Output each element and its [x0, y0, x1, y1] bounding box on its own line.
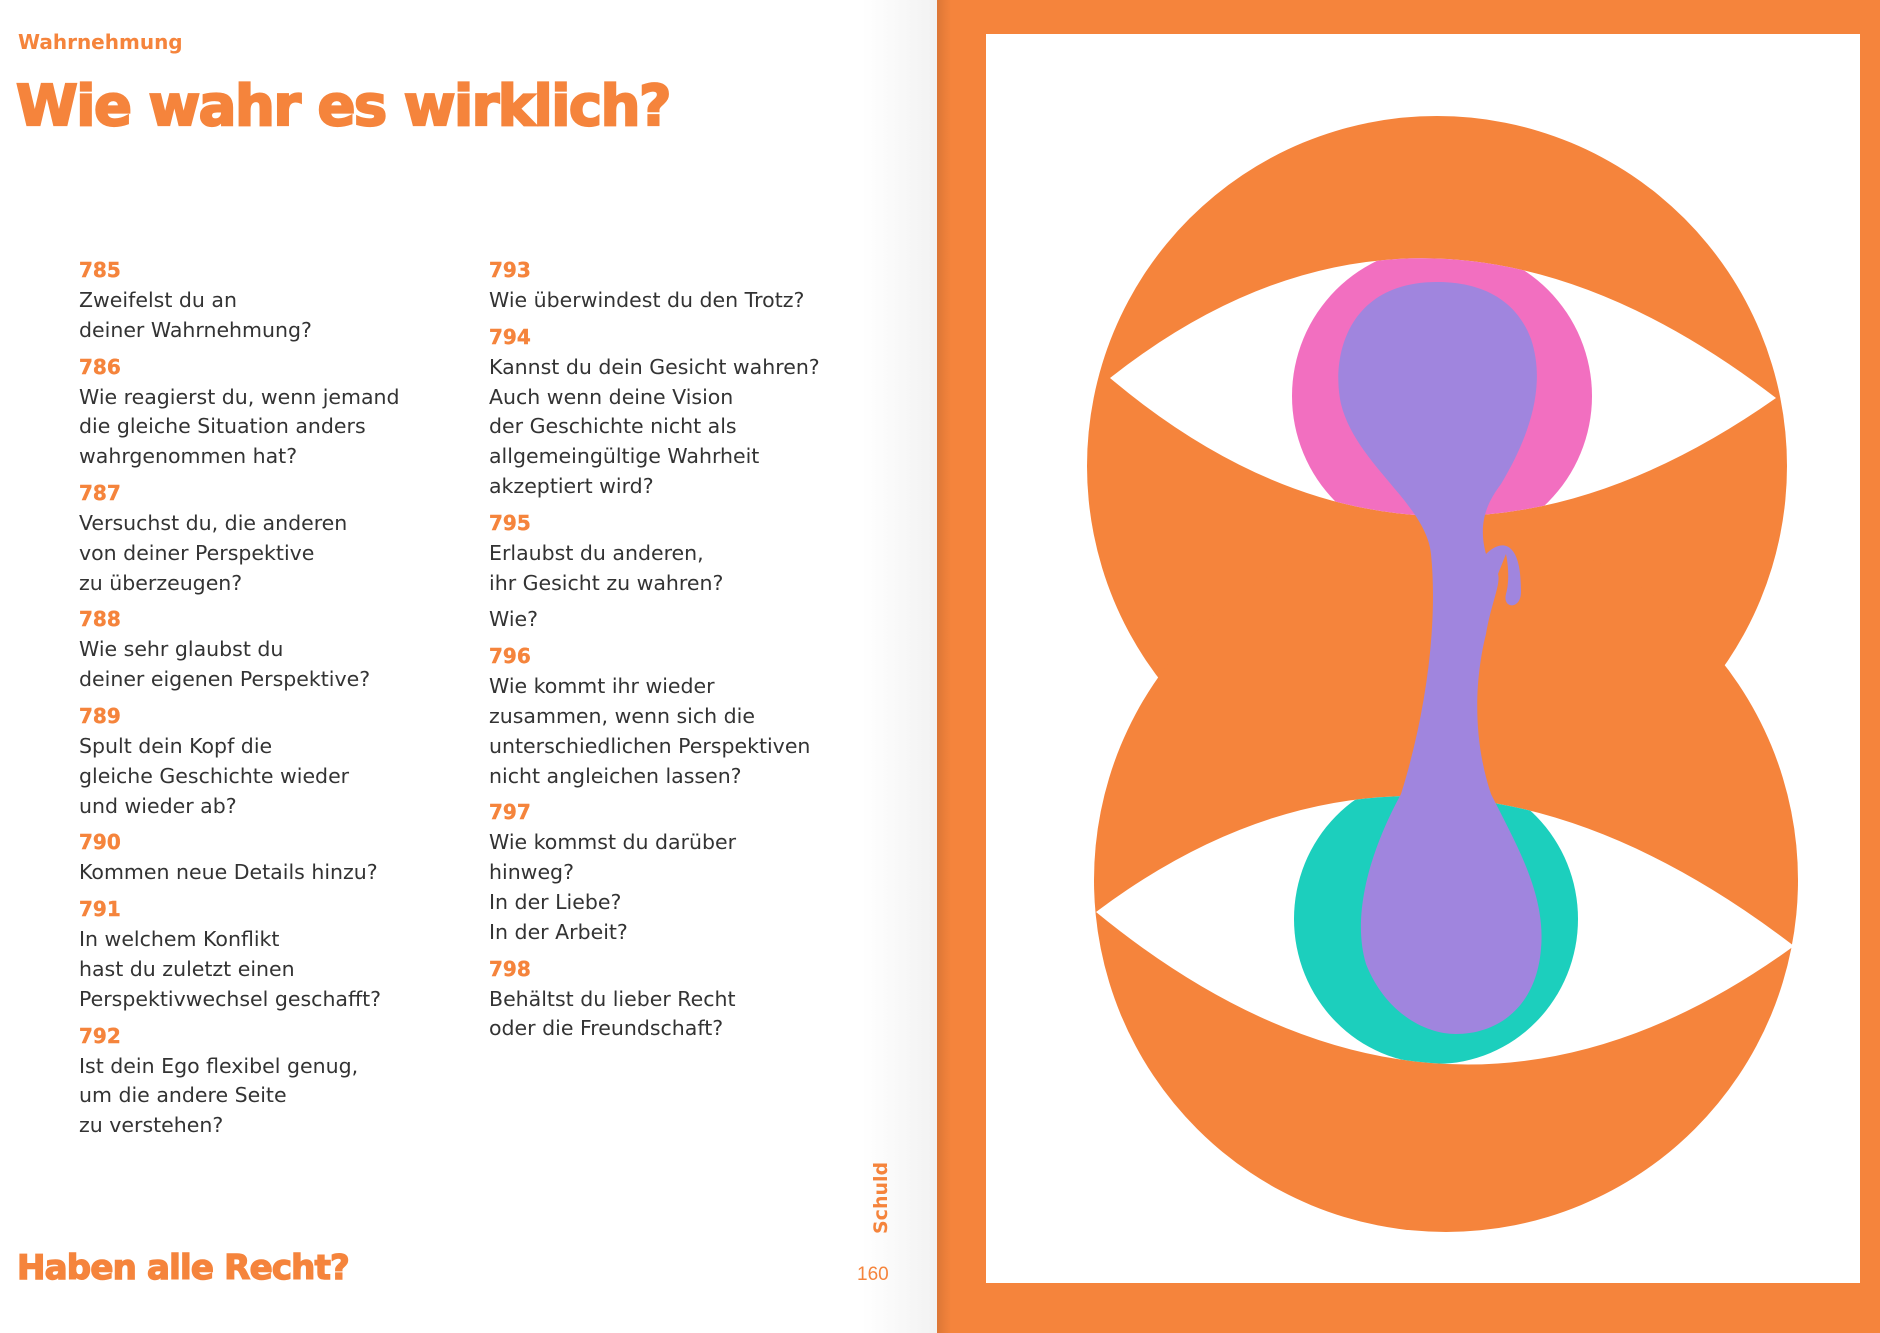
question-number: 792: [79, 1023, 121, 1048]
spacer: [79, 821, 459, 828]
question-text-line: Perspektivwechsel geschafft?: [79, 986, 382, 1011]
footer-title: Haben alle Recht?: [17, 1248, 349, 1288]
spacer: [489, 502, 889, 509]
question-text-line: Zweifelst du an: [79, 288, 237, 312]
question-text-line: deiner Wahrnehmung?: [79, 317, 312, 342]
question-text-line: um die andere Seite: [79, 1083, 287, 1108]
question-text-line: deiner eigenen Perspektive?: [79, 667, 371, 692]
question-text-line: ihr Gesicht zu wahren?: [489, 570, 724, 595]
question-text-line: Versuchst du, die anderen: [79, 510, 348, 535]
spacer: [489, 598, 889, 605]
question-text-line: Auch wenn deine Vision: [489, 384, 734, 409]
question-item: [489, 323, 889, 502]
question-item: [79, 479, 459, 598]
question-item: [489, 256, 889, 316]
question-text-line: In der Liebe?: [489, 889, 622, 914]
question-item: [79, 353, 459, 472]
question-number: 789: [79, 703, 121, 728]
question-column-2: [489, 256, 889, 1051]
question-item: [79, 1022, 459, 1141]
question-text-line: Behältst du lieber Recht: [489, 986, 736, 1011]
question-item: [489, 509, 889, 635]
spacer: [489, 948, 889, 955]
spacer: [489, 1044, 889, 1051]
spacer: [79, 695, 459, 702]
illustration-frame: [986, 34, 1860, 1283]
spacer: [489, 635, 889, 642]
spacer: [79, 1141, 459, 1148]
book-spine-shadow: [937, 0, 951, 1333]
question-item: [489, 798, 889, 947]
figure-eight-eyes-illustration: [986, 34, 1860, 1283]
question-text-line: der Geschichte nicht als: [489, 414, 737, 439]
question-text-line: hinweg?: [489, 860, 574, 885]
question-text-line: gleiche Geschichte wieder: [79, 763, 350, 788]
chapter-side-label: Schuld: [870, 1161, 892, 1234]
question-text-line: oder die Freundschaft?: [489, 1016, 724, 1041]
question-number: 785: [79, 258, 121, 282]
spacer: [489, 316, 889, 323]
question-text-line: unterschiedlichen Perspektiven: [489, 733, 811, 758]
question-text-line: Wie kommst du darüber: [489, 830, 737, 855]
question-text-line: von deiner Perspektive: [79, 540, 315, 565]
question-number: 790: [79, 830, 121, 855]
question-number: 788: [79, 607, 121, 632]
question-item: [79, 895, 459, 1014]
question-text-line: Wie kommt ihr wieder: [489, 674, 715, 699]
question-text-line: Erlaubst du anderen,: [489, 540, 704, 565]
spacer: [79, 472, 459, 479]
spacer: [489, 791, 889, 798]
question-number: 795: [489, 510, 531, 535]
question-text-line: Wie reagierst du, wenn jemand: [79, 384, 400, 409]
question-number: 798: [489, 956, 531, 981]
page-headline: Wie wahr es wirklich?: [16, 74, 670, 139]
question-item: [489, 955, 889, 1045]
question-text-line: hast du zuletzt einen: [79, 956, 295, 981]
question-column-1: [79, 256, 459, 1148]
spacer: [79, 598, 459, 605]
spacer: [79, 346, 459, 353]
question-text-line: wahrgenommen hat?: [79, 444, 298, 469]
question-item: [79, 256, 459, 346]
question-item: [489, 642, 889, 791]
question-text-line: Kommen neue Details hinzu?: [79, 860, 378, 885]
question-text-line: Ist dein Ego flexibel genug,: [79, 1053, 359, 1078]
question-text-line: zu überzeugen?: [79, 570, 243, 595]
question-number: 797: [489, 800, 531, 825]
question-number: 791: [79, 897, 121, 922]
question-number: 793: [489, 258, 531, 282]
question-text-line: Wie sehr glaubst du: [79, 637, 284, 662]
question-text-line: und wieder ab?: [79, 793, 237, 818]
right-page-illustration-panel: [937, 0, 1880, 1333]
question-text-line: zusammen, wenn sich die: [489, 703, 755, 728]
question-item: [79, 702, 459, 821]
spacer: [79, 888, 459, 895]
question-item: [79, 828, 459, 888]
question-text-line: In der Arbeit?: [489, 919, 628, 944]
question-text-line: zu verstehen?: [79, 1113, 224, 1138]
question-text-line: die gleiche Situation anders: [79, 414, 366, 439]
question-text-line: akzeptiert wird?: [489, 473, 654, 498]
spacer: [79, 1015, 459, 1022]
question-number: 786: [79, 354, 121, 379]
question-text-line: allgemeingültige Wahrheit: [489, 444, 760, 469]
question-text-line: In welchem Konflikt: [79, 927, 280, 952]
section-tag: Wahrnehmung: [18, 30, 183, 54]
question-text-line: Wie überwindest du den Trotz?: [489, 288, 805, 312]
question-text-line: Kannst du dein Gesicht wahren?: [489, 354, 820, 379]
question-text-line: Wie?: [489, 607, 539, 632]
question-text-line: Spult dein Kopf die: [79, 733, 273, 758]
question-number: 794: [489, 324, 531, 349]
question-text-line: nicht angleichen lassen?: [489, 763, 742, 788]
left-page: [0, 0, 937, 1333]
question-item: [79, 605, 459, 695]
question-number: 787: [79, 480, 121, 505]
page-number: 160: [857, 1264, 889, 1285]
question-number: 796: [489, 644, 531, 669]
